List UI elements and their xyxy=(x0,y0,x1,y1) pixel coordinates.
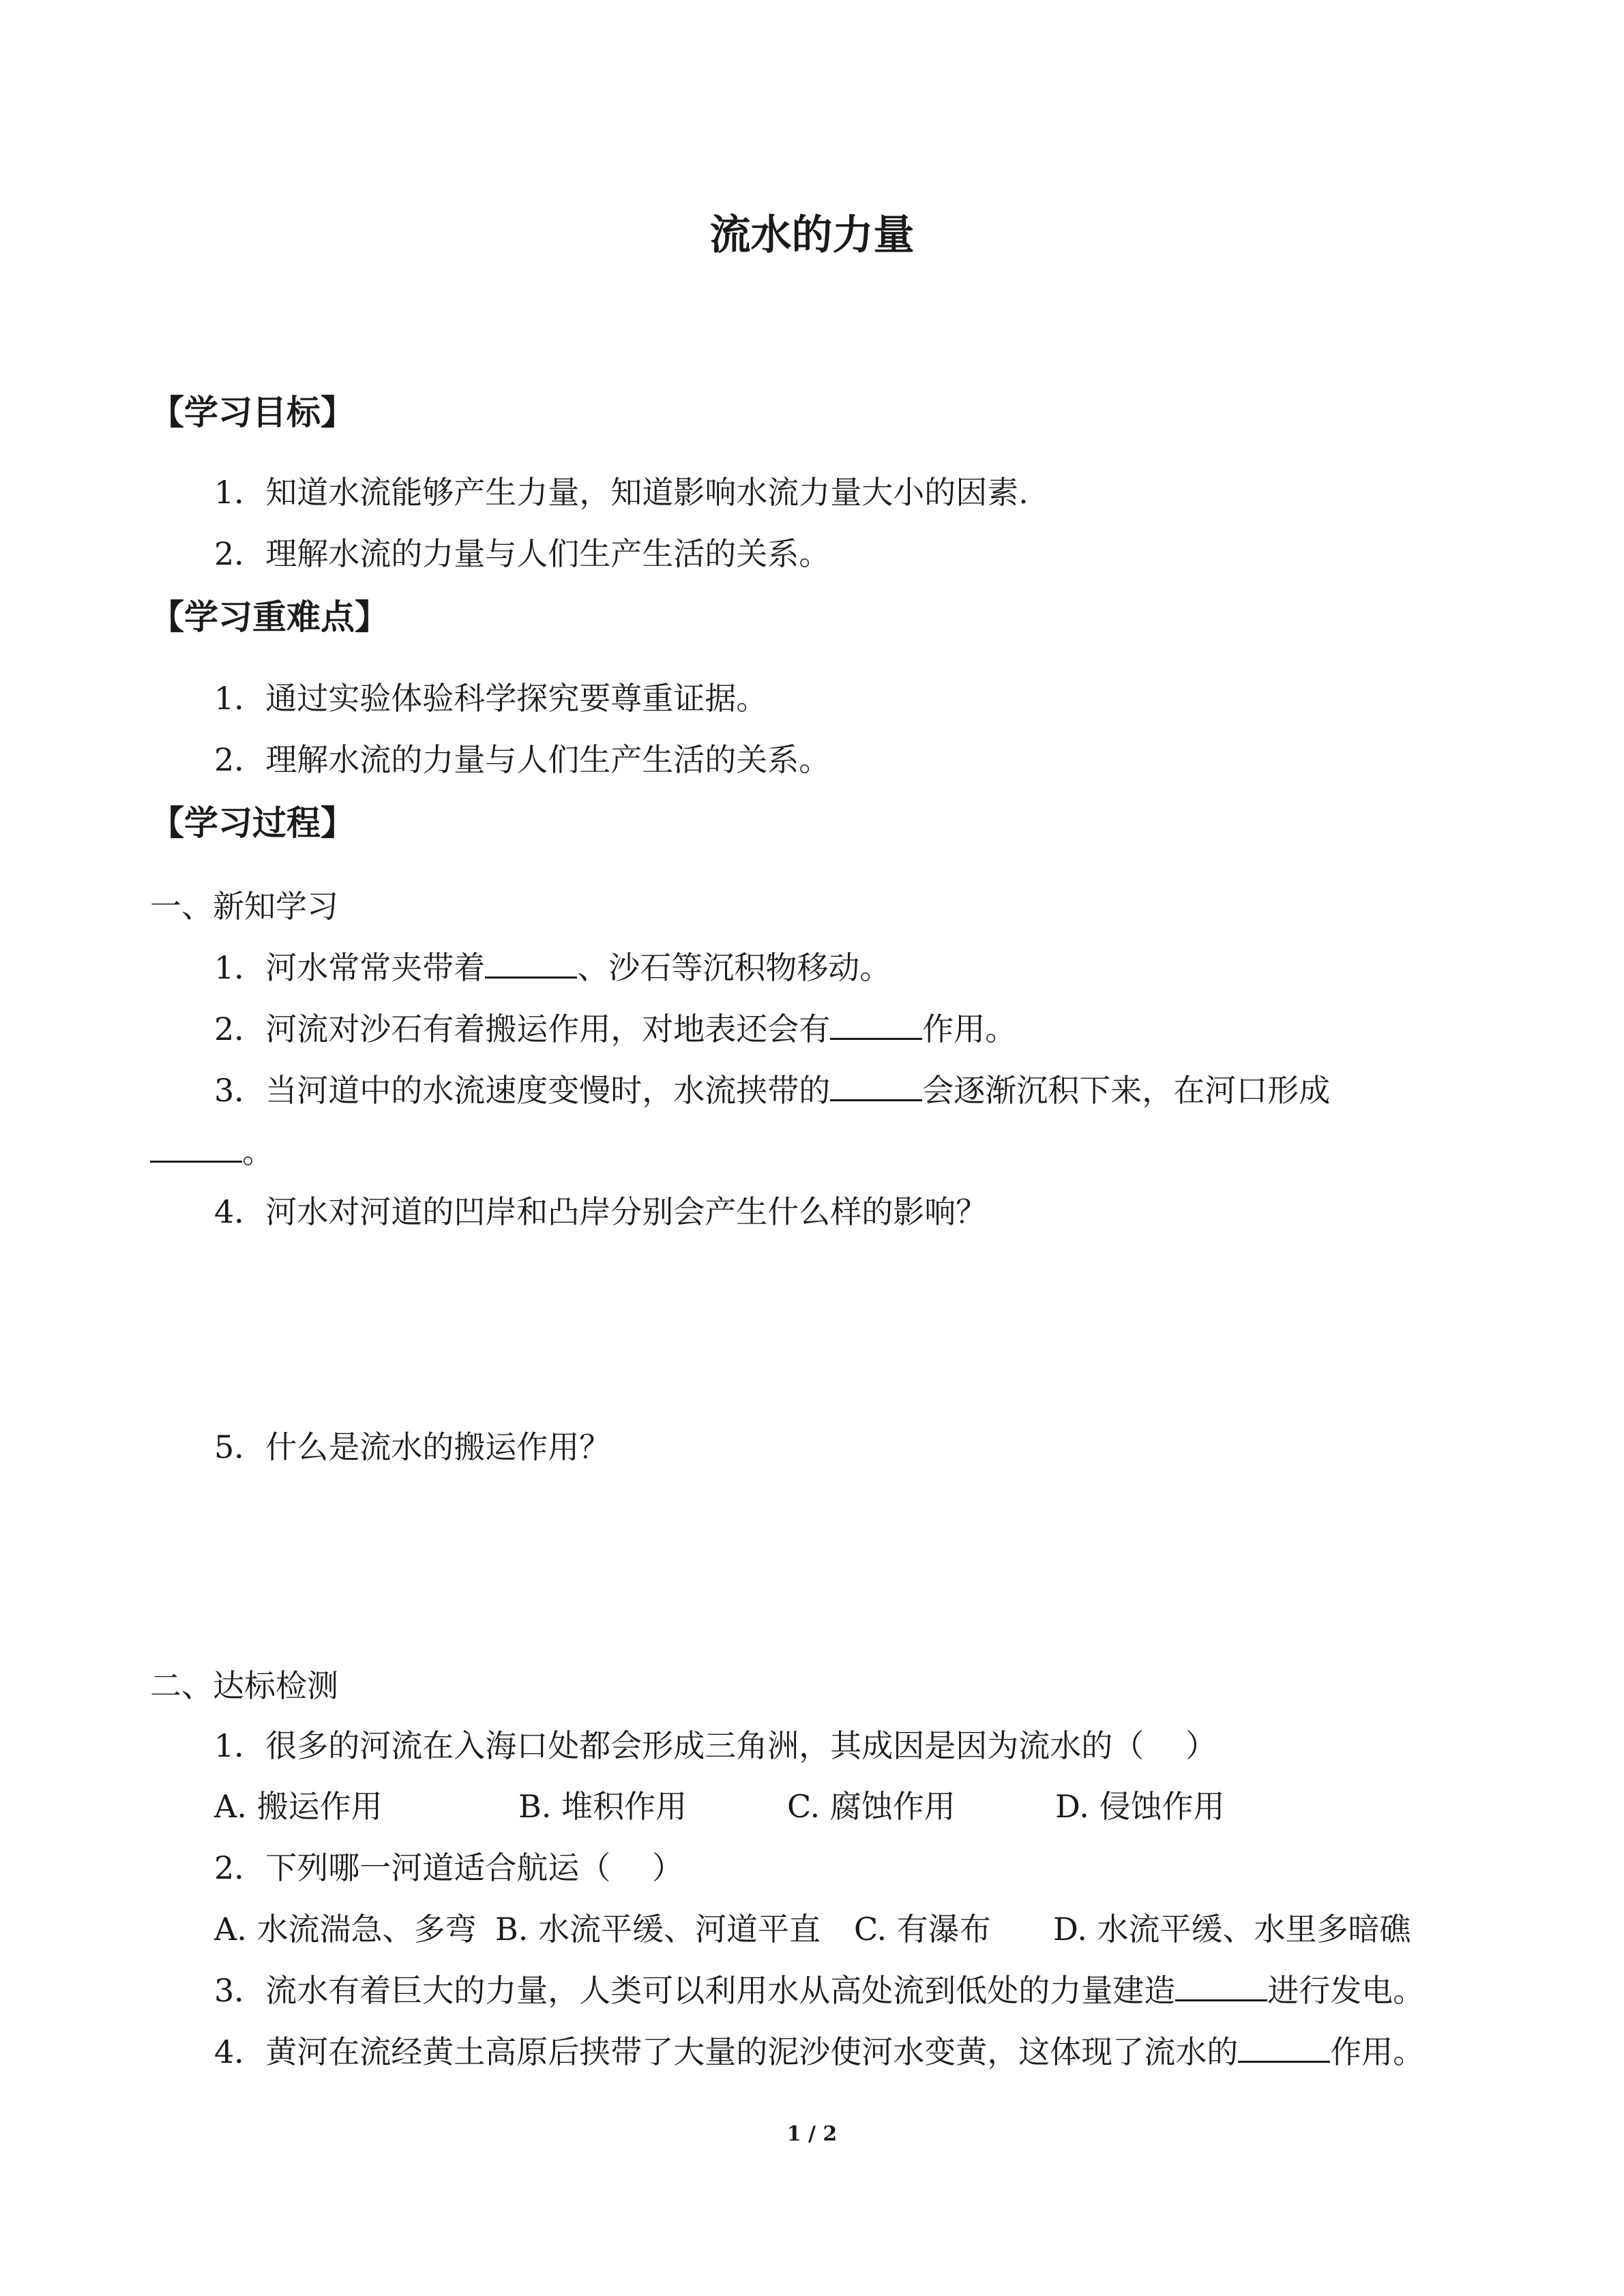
part2-question-2: 2．下列哪一河道适合航运（ ） xyxy=(214,1849,683,1886)
part1-question-5: 5．什么是流水的搬运作用？ xyxy=(214,1429,611,1465)
question-text: 3．当河道中的水流速度变慢时，水流挟带的 xyxy=(214,1072,831,1109)
option-d[interactable]: D. 侵蚀作用 xyxy=(1055,1788,1225,1825)
answer-blank[interactable] xyxy=(150,1134,242,1163)
part2-question-4 xyxy=(214,2030,1424,2074)
heading-key-points: 【学习重难点】 xyxy=(150,597,389,637)
question-text: 2．河流对沙石有着搬运作用，对地表还会有 xyxy=(214,1011,831,1047)
part1-question-1 xyxy=(214,946,891,989)
key-point-item-2: 2．理解水流的力量与人们生产生活的关系。 xyxy=(214,741,831,778)
answer-blank[interactable] xyxy=(1175,1973,1267,2001)
option-a[interactable]: A. 搬运作用 xyxy=(214,1788,383,1825)
part1-question-3 xyxy=(214,1069,1330,1112)
page-title: 流水的力量 xyxy=(709,211,915,259)
question-text: 、沙石等沉积物移动。 xyxy=(577,949,891,986)
goal-item-1: 1．知道水流能够产生力量，知道影响水流力量大小的因素. xyxy=(214,474,1029,511)
part1-heading: 一、新知学习 xyxy=(150,888,338,925)
answer-blank[interactable] xyxy=(485,950,577,979)
option-b[interactable]: B. 堆积作用 xyxy=(518,1788,688,1825)
key-point-item-1: 1．通过实验体验科学探究要尊重证据。 xyxy=(214,680,768,717)
part2-question-3 xyxy=(214,1969,1424,2012)
question-text: 1．河水常常夹带着 xyxy=(214,949,486,986)
heading-learning-goals: 【学习目标】 xyxy=(150,393,355,432)
question-text: 会逐渐沉积下来，在河口形成 xyxy=(922,1072,1331,1109)
question-text: 4．黄河在流经黄土高原后挟带了大量的泥沙使河水变黄，这体现了流水的 xyxy=(214,2033,1239,2070)
answer-blank[interactable] xyxy=(1238,2034,1330,2063)
part2-heading: 二、达标检测 xyxy=(150,1667,338,1704)
option-c[interactable]: C. 有瀑布 xyxy=(854,1911,991,1948)
part1-question-4: 4．河水对河道的凹岸和凸岸分别会产生什么样的影响？ xyxy=(214,1193,988,1230)
option-b[interactable]: B. 水流平缓、河道平直 xyxy=(495,1911,821,1948)
part2-question-1: 1．很多的河流在入海口处都会形成三角洲，其成因是因为流水的（ ） xyxy=(214,1727,1217,1764)
part1-question-3-continued xyxy=(150,1130,274,1174)
heading-learning-process: 【学习过程】 xyxy=(150,803,355,843)
question-text: 进行发电。 xyxy=(1267,1972,1425,2009)
option-c[interactable]: C. 腐蚀作用 xyxy=(787,1788,956,1825)
question-text: 3．流水有着巨大的力量，人类可以利用水从高处流到低处的力量建造 xyxy=(214,1972,1176,2009)
question-text: 。 xyxy=(242,1133,274,1170)
goal-item-2: 2．理解水流的力量与人们生产生活的关系。 xyxy=(214,535,831,572)
question-text: 作用。 xyxy=(1330,2033,1425,2070)
answer-blank[interactable] xyxy=(830,1011,922,1040)
question-text: 作用。 xyxy=(922,1011,1017,1047)
part1-question-2 xyxy=(214,1007,1016,1051)
page-number: 1 / 2 xyxy=(786,2122,838,2146)
option-a[interactable]: A. 水流湍急、多弯 xyxy=(214,1911,477,1948)
answer-blank[interactable] xyxy=(830,1073,922,1101)
option-d[interactable]: D. 水流平缓、水里多暗礁 xyxy=(1053,1911,1411,1948)
